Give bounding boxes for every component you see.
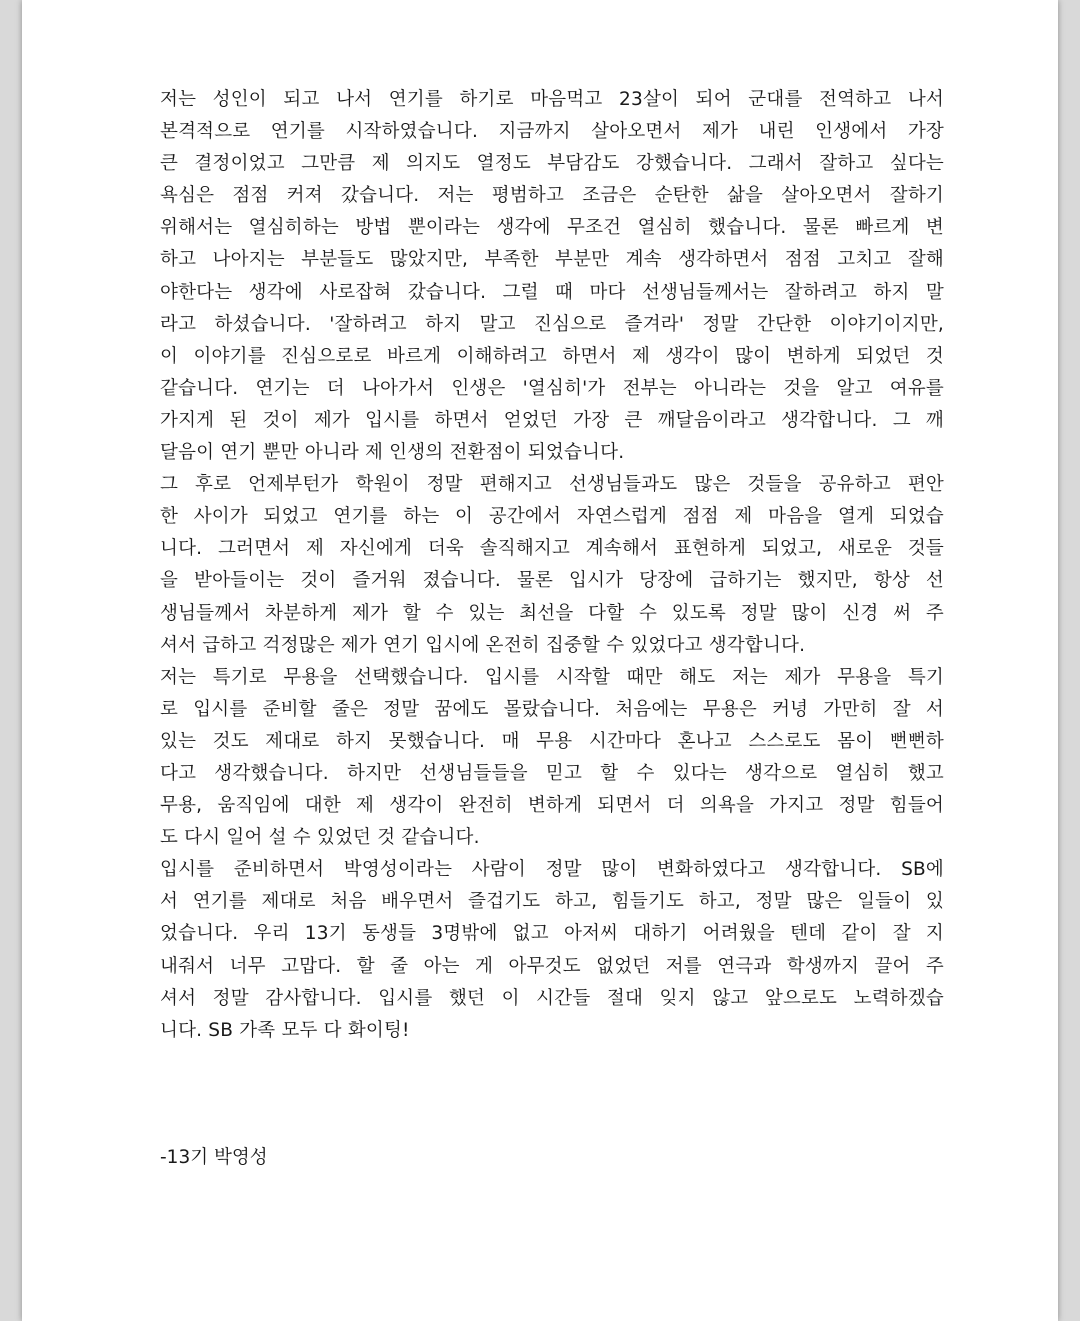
text-line: 다고 생각했습니다. 하지만 선생님들들을 믿고 할 수 있다는 생각으로 열심히 했고 bbox=[160, 762, 944, 784]
text-line: 큰 결정이었고 그만큼 제 의지도 열정도 부담감도 강했습니다. 그래서 잘하고 싶다는 bbox=[160, 153, 944, 175]
text-line: 저는 성인이 되고 나서 연기를 하기로 마음먹고 23살이 되어 군대를 전역하고 나서 bbox=[160, 89, 944, 110]
text-line: 셔서 급하고 걱정많은 제가 연기 입시에 온전히 집중할 수 있었다고 생각합니다. bbox=[160, 634, 806, 656]
text-line: 저는 특기로 무용을 선택했습니다. 입시를 시작할 때만 해도 저는 제가 무용을 특기 bbox=[160, 666, 944, 688]
text-line: 생님들께서 차분하게 제가 할 수 있는 최선을 다할 수 있도록 정말 많이 신경 써 주 bbox=[160, 602, 944, 624]
paragraph bbox=[160, 84, 944, 469]
text-line: 셔서 정말 감사합니다. 입시를 했던 이 시간들 절대 잊지 않고 앞으로도 노력하겠습 bbox=[160, 987, 944, 1009]
signature: -13기 박영성 bbox=[160, 1147, 268, 1168]
text-line: 무용, 움직임에 대한 제 생각이 완전히 변하게 되면서 더 의욕을 가지고 정말 힘들어 bbox=[160, 795, 944, 817]
text-line: 위해서는 열심히하는 방법 뿐이라는 생각에 무조건 열심히 했습니다. 물론 빠르게 변 bbox=[160, 217, 944, 239]
text-line: 이 이야기를 진심으로로 바르게 이해하려고 하면서 제 생각이 많이 변하게 되었던 것 bbox=[160, 345, 944, 367]
text-line: 니다. 그러면서 제 자신에게 더욱 솔직해지고 계속해서 표현하게 되었고, 새로운 것들 bbox=[160, 538, 944, 560]
text-line: 있는 것도 제대로 하지 못했습니다. 매 무용 시간마다 혼나고 스스로도 몸이 뻔뻔하 bbox=[160, 730, 944, 752]
text-line: 본격적으로 연기를 시작하였습니다. 지금까지 살아오면서 제가 내린 인생에서 가장 bbox=[160, 121, 944, 143]
essay-body bbox=[160, 84, 944, 1047]
text-line: 도 다시 일어 설 수 있었던 것 같습니다. bbox=[160, 827, 480, 849]
text-line: 가지게 된 것이 제가 입시를 하면서 얻었던 가장 큰 깨달음이라고 생각합니다. 그 깨 bbox=[160, 409, 944, 431]
text-line: 하고 나아지는 부분들도 많았지만, 부족한 부분만 계속 생각하면서 점점 고치고 잘해 bbox=[160, 249, 944, 271]
paragraph bbox=[160, 469, 944, 662]
text-line: 라고 하셨습니다. '잘하려고 하지 말고 진심으로 즐겨라' 정말 간단한 이야기이지만, bbox=[160, 313, 944, 335]
text-line: 한 사이가 되었고 연기를 하는 이 공간에서 자연스럽게 점점 제 마음을 열게 되었습 bbox=[160, 506, 944, 528]
text-line: 달음이 연기 뿐만 아니라 제 인생의 전환점이 되었습니다. bbox=[160, 442, 625, 464]
text-line: 같습니다. 연기는 더 나아가서 인생은 '열심히'가 전부는 아니라는 것을 알고 여유를 bbox=[160, 377, 944, 399]
paragraph bbox=[160, 662, 944, 855]
text-line: 을 받아들이는 것이 즐거워 졌습니다. 물론 입시가 당장에 급하기는 했지만, 항상 선 bbox=[160, 570, 944, 592]
document-page bbox=[22, 0, 1058, 1321]
text-line: 그 후로 언제부턴가 학원이 정말 편해지고 선생님들과도 많은 것들을 공유하고 편안 bbox=[160, 474, 944, 496]
text-line: 니다. SB 가족 모두 다 화이팅! bbox=[160, 1019, 410, 1041]
paragraph bbox=[160, 854, 944, 1047]
text-line: 었습니다. 우리 13기 동생들 3명밖에 없고 아저씨 대하기 어려웠을 텐데 같이 잘 지 bbox=[160, 923, 944, 945]
text-line: 욕심은 점점 커져 갔습니다. 저는 평범하고 조금은 순탄한 삶을 살아오면서 잘하기 bbox=[160, 185, 944, 207]
text-line: 로 입시를 준비할 줄은 정말 꿈에도 몰랐습니다. 처음에는 무용은 커녕 가만히 잘 서 bbox=[160, 698, 944, 720]
text-line: 입시를 준비하면서 박영성이라는 사람이 정말 많이 변화하였다고 생각합니다. SB에 bbox=[160, 859, 944, 881]
text-line: 서 연기를 제대로 처음 배우면서 즐겁기도 하고, 힘들기도 하고, 정말 많은 일들이 있 bbox=[160, 891, 944, 913]
text-line: 야한다는 생각에 사로잡혀 갔습니다. 그럴 때 마다 선생님들께서는 잘하려고 하지 말 bbox=[160, 281, 944, 303]
text-line: 내줘서 너무 고맙다. 할 줄 아는 게 아무것도 없었던 저를 연극과 학생까지 끌어 주 bbox=[160, 955, 944, 977]
